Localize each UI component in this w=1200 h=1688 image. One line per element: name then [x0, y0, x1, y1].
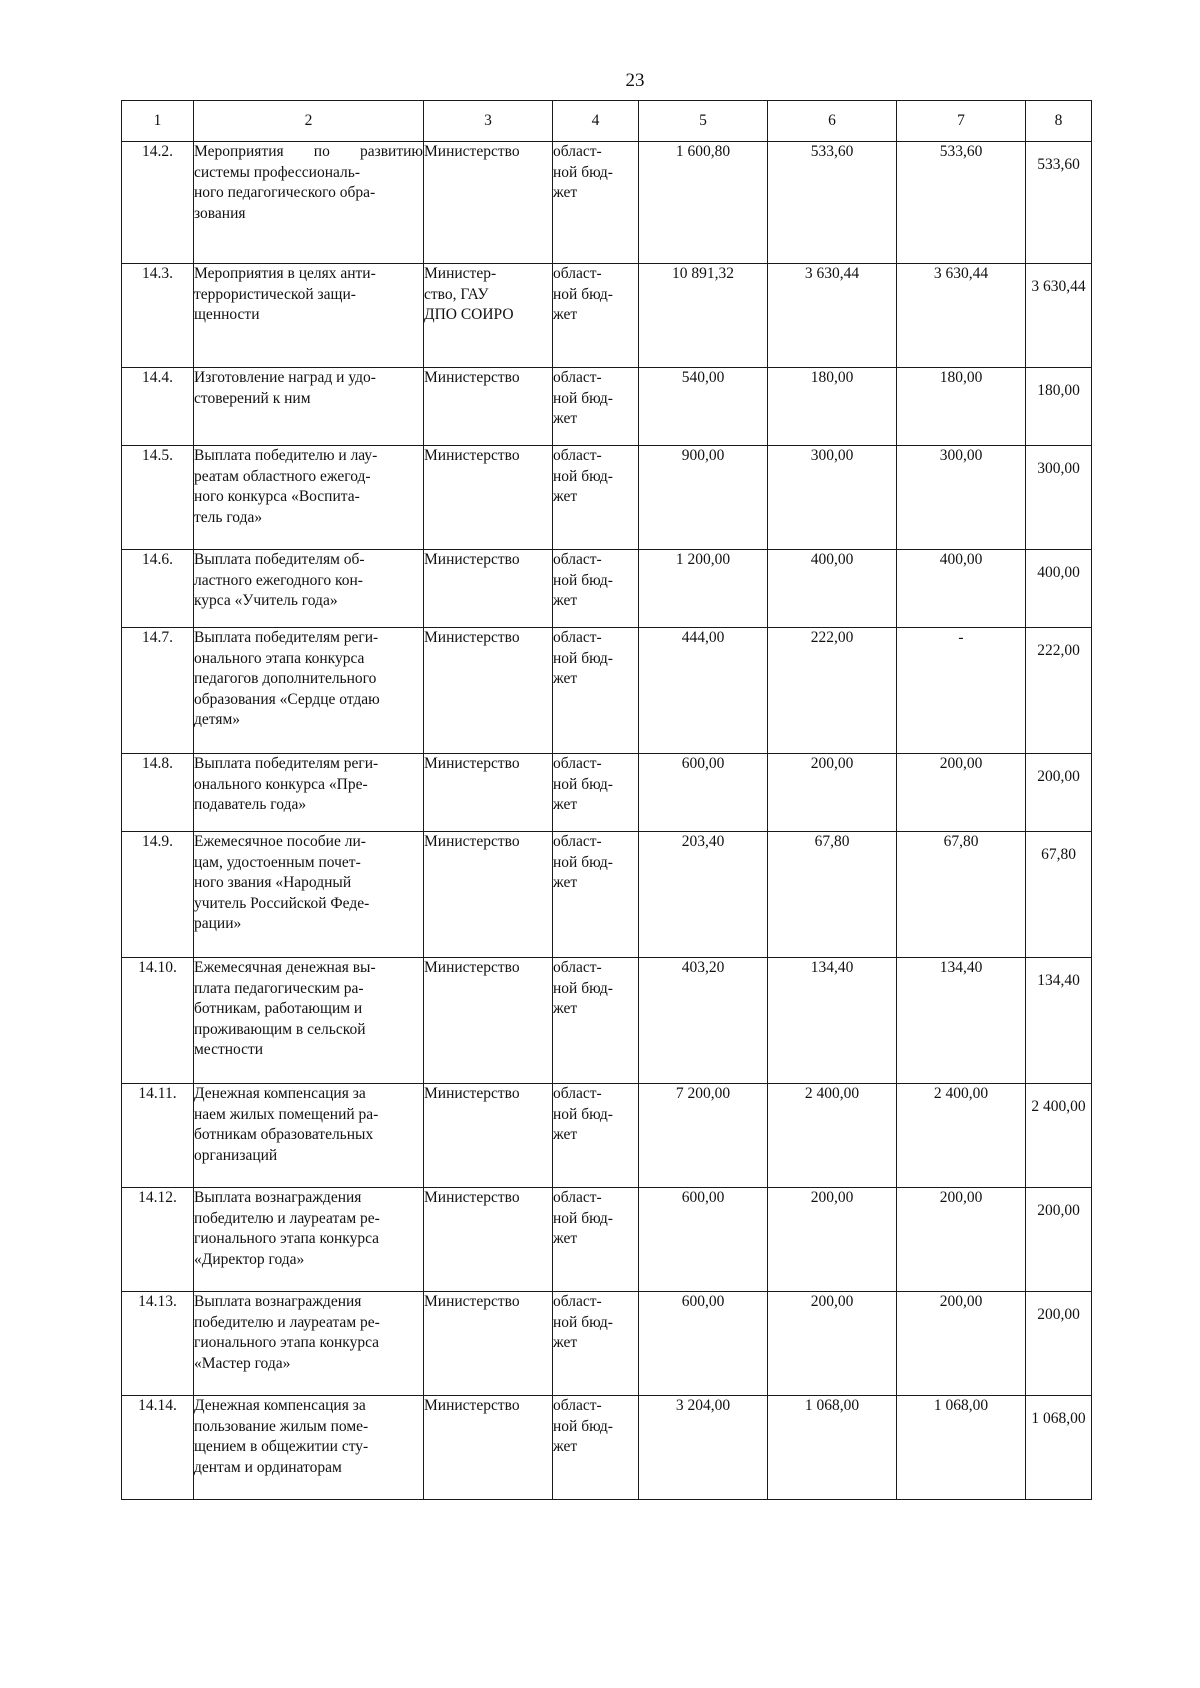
year-3-amount: 1 068,00 [1026, 1396, 1092, 1500]
year-3-amount: 533,60 [1026, 142, 1092, 264]
activity-name: Денежная компенсация за наем жилых помещений ра- ботникам образовательных организаций [194, 1084, 424, 1188]
year-2-amount: - [897, 628, 1026, 754]
year-1-amount: 1 068,00 [768, 1396, 897, 1500]
executor: Министерство [424, 1292, 553, 1396]
executor: Министерство [424, 550, 553, 628]
funding-source: област- ной бюд- жет [553, 550, 639, 628]
row-number: 14.14. [122, 1396, 194, 1500]
funding-source: област- ной бюд- жет [553, 754, 639, 832]
total-amount: 3 204,00 [639, 1396, 768, 1500]
funding-source: област- ной бюд- жет [553, 1188, 639, 1292]
table-row [122, 1188, 1092, 1292]
activity-name: Денежная компенсация за пользование жилым поме- щением в общежитии сту- дентам и ординаторам [194, 1396, 424, 1500]
year-3-amount: 222,00 [1026, 628, 1092, 754]
total-amount: 600,00 [639, 1292, 768, 1396]
table-row [122, 832, 1092, 958]
total-amount: 203,40 [639, 832, 768, 958]
year-2-amount: 200,00 [897, 754, 1026, 832]
row-number: 14.13. [122, 1292, 194, 1396]
row-number: 14.10. [122, 958, 194, 1084]
year-2-amount: 300,00 [897, 446, 1026, 550]
year-3-amount: 200,00 [1026, 754, 1092, 832]
funding-source: област- ной бюд- жет [553, 446, 639, 550]
row-number: 14.3. [122, 264, 194, 368]
funding-source: област- ной бюд- жет [553, 142, 639, 264]
header-cell: 4 [553, 101, 639, 142]
year-2-amount: 180,00 [897, 368, 1026, 446]
header-cell: 5 [639, 101, 768, 142]
year-3-amount: 200,00 [1026, 1188, 1092, 1292]
activity-name: Ежемесячное пособие ли- цам, удостоенным почет- ного звания «Народный учитель Российской Феде- рации» [194, 832, 424, 958]
year-2-amount: 200,00 [897, 1292, 1026, 1396]
row-number: 14.2. [122, 142, 194, 264]
activity-name: Изготовление наград и удо- стоверений к ним [194, 368, 424, 446]
executor: Министерство [424, 628, 553, 754]
funding-source: област- ной бюд- жет [553, 832, 639, 958]
header-cell: 1 [122, 101, 194, 142]
table-row [122, 1084, 1092, 1188]
total-amount: 1 200,00 [639, 550, 768, 628]
header-cell: 8 [1026, 101, 1092, 142]
activity-name: Ежемесячная денежная вы- плата педагогическим ра- ботникам, работающим и проживающим в сельской местности [194, 958, 424, 1084]
row-number: 14.8. [122, 754, 194, 832]
total-amount: 7 200,00 [639, 1084, 768, 1188]
activity-name: Мероприятия в целях анти- террористической защи- щенности [194, 264, 424, 368]
executor: Министерство [424, 958, 553, 1084]
executor: Министерство [424, 832, 553, 958]
executor: Министерство [424, 446, 553, 550]
executor: Министерство [424, 368, 553, 446]
year-1-amount: 200,00 [768, 754, 897, 832]
row-number: 14.7. [122, 628, 194, 754]
row-number: 14.6. [122, 550, 194, 628]
executor: Министерство [424, 1396, 553, 1500]
year-1-amount: 67,80 [768, 832, 897, 958]
funding-source: област- ной бюд- жет [553, 1084, 639, 1188]
year-2-amount: 200,00 [897, 1188, 1026, 1292]
table-row [122, 550, 1092, 628]
total-amount: 540,00 [639, 368, 768, 446]
year-2-amount: 134,40 [897, 958, 1026, 1084]
executor: Министерство [424, 1188, 553, 1292]
header-cell: 7 [897, 101, 1026, 142]
header-cell: 2 [194, 101, 424, 142]
year-3-amount: 400,00 [1026, 550, 1092, 628]
row-number: 14.11. [122, 1084, 194, 1188]
table-row [122, 1292, 1092, 1396]
year-1-amount: 3 630,44 [768, 264, 897, 368]
year-2-amount: 2 400,00 [897, 1084, 1026, 1188]
activity-name: Выплата победителям реги- онального этапа конкурса педагогов дополнительного образования «Сердце отдаю детям» [194, 628, 424, 754]
year-3-amount: 2 400,00 [1026, 1084, 1092, 1188]
row-number: 14.4. [122, 368, 194, 446]
year-2-amount: 400,00 [897, 550, 1026, 628]
funding-source: област- ной бюд- жет [553, 628, 639, 754]
year-1-amount: 200,00 [768, 1188, 897, 1292]
year-1-amount: 533,60 [768, 142, 897, 264]
year-1-amount: 222,00 [768, 628, 897, 754]
year-3-amount: 200,00 [1026, 1292, 1092, 1396]
total-amount: 900,00 [639, 446, 768, 550]
executor: Министерство [424, 142, 553, 264]
activity-name: Выплата вознаграждения победителю и лауреатам ре- гионального этапа конкурса «Директор года» [194, 1188, 424, 1292]
table-row [122, 142, 1092, 264]
table-row [122, 264, 1092, 368]
table-row [122, 368, 1092, 446]
year-3-amount: 134,40 [1026, 958, 1092, 1084]
year-1-amount: 180,00 [768, 368, 897, 446]
year-2-amount: 67,80 [897, 832, 1026, 958]
header-cell: 6 [768, 101, 897, 142]
funding-source: област- ной бюд- жет [553, 264, 639, 368]
year-1-amount: 2 400,00 [768, 1084, 897, 1188]
year-3-amount: 300,00 [1026, 446, 1092, 550]
row-number: 14.12. [122, 1188, 194, 1292]
row-number: 14.9. [122, 832, 194, 958]
activity-name: Выплата победителям реги- онального конкурса «Пре- подаватель года» [194, 754, 424, 832]
total-amount: 10 891,32 [639, 264, 768, 368]
year-3-amount: 3 630,44 [1026, 264, 1092, 368]
executor: Министерство [424, 1084, 553, 1188]
year-3-amount: 180,00 [1026, 368, 1092, 446]
table-row [122, 958, 1092, 1084]
total-amount: 1 600,80 [639, 142, 768, 264]
table-row [122, 446, 1092, 550]
total-amount: 600,00 [639, 754, 768, 832]
activity-name: Выплата вознаграждения победителю и лауреатам ре- гионального этапа конкурса «Мастер года» [194, 1292, 424, 1396]
budget-table [121, 100, 1092, 1500]
year-1-amount: 300,00 [768, 446, 897, 550]
total-amount: 403,20 [639, 958, 768, 1084]
header-cell: 3 [424, 101, 553, 142]
year-3-amount: 67,80 [1026, 832, 1092, 958]
page-number: 23 [625, 70, 645, 91]
executor: Министерство [424, 754, 553, 832]
table-body [122, 142, 1092, 1500]
funding-source: област- ной бюд- жет [553, 958, 639, 1084]
funding-source: област- ной бюд- жет [553, 1292, 639, 1396]
activity-name: Выплата победителям об- ластного ежегодного кон- курса «Учитель года» [194, 550, 424, 628]
activity-name: Выплата победителю и лау- реатам областного ежегод- ного конкурса «Воспита- тель года» [194, 446, 424, 550]
table-row [122, 754, 1092, 832]
year-1-amount: 400,00 [768, 550, 897, 628]
year-1-amount: 200,00 [768, 1292, 897, 1396]
row-number: 14.5. [122, 446, 194, 550]
year-2-amount: 1 068,00 [897, 1396, 1026, 1500]
year-1-amount: 134,40 [768, 958, 897, 1084]
year-2-amount: 3 630,44 [897, 264, 1026, 368]
total-amount: 600,00 [639, 1188, 768, 1292]
total-amount: 444,00 [639, 628, 768, 754]
funding-source: област- ной бюд- жет [553, 1396, 639, 1500]
year-2-amount: 533,60 [897, 142, 1026, 264]
table-header-row [122, 101, 1092, 142]
funding-source: област- ной бюд- жет [553, 368, 639, 446]
table-row [122, 1396, 1092, 1500]
activity-name: Мероприятия по развитию системы профессиональ- ного педагогического обра- зования [194, 142, 424, 264]
table-row [122, 628, 1092, 754]
executor: Министер- ство, ГАУ ДПО СОИРО [424, 264, 553, 368]
